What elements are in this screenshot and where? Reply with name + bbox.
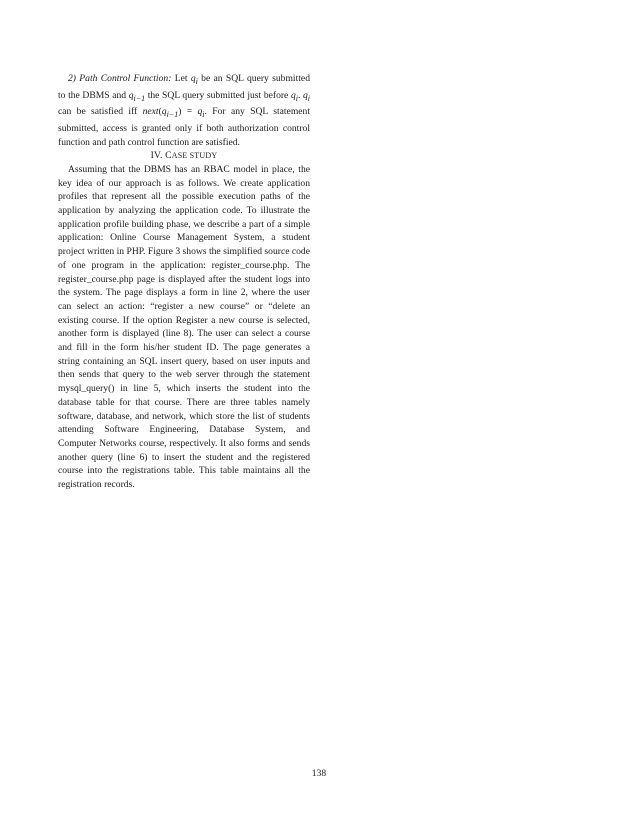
math-var: $q_i$ (302, 89, 311, 103)
subsection-heading: 2) Path Control Function: (68, 73, 172, 84)
text-column (58, 72, 310, 492)
text-run: the SQL query submitted just before (145, 89, 291, 101)
text-run: Let (171, 73, 191, 84)
math-var: $q_{i-1}$ (161, 106, 179, 120)
text-run: . (297, 89, 303, 101)
section-number: IV. (150, 150, 166, 162)
text-run: be an SQL query submitted to the DBMS and (58, 73, 310, 101)
text-run: ( (158, 106, 162, 118)
text-run: can be satisfied iff (58, 106, 143, 118)
section-heading (58, 149, 310, 163)
path-control-paragraph (58, 72, 310, 149)
math-var: $q_i$ (290, 89, 298, 103)
math-var: $q_i$ (190, 73, 198, 86)
section-title-rest: ASE STUDY (171, 151, 218, 161)
text-run: ) = (178, 106, 198, 118)
math-var: $q_{i-1}$ (128, 89, 146, 103)
page-number: 138 (311, 768, 327, 779)
math-func: next (142, 106, 159, 118)
case-study-paragraph: Assuming that the DBMS has an RBAC model in place, the key idea of our approach is as follows. We create application profiles that represent all the possible execution paths of the application by analyzing the application code. To illustrate the application profile building phase, we describe a part of a simple application: Online Course Management System, a student project written in PHP. Figure 3 shows the simplified source code of one program in the application: register_course.php. The register_course.php page is displayed after the student logs into the system. The page displays a form in line 2, where the user can select an action: “register a new course” or “delete an existing course. If the option Register a new course is selected, another form is displayed (line 8). The user can select a course and fill in the form his/her student ID. The page generates a string containing an SQL insert query, based on user inputs and then sends that query to the web server through the statement mysql_query() in line 5, which inserts the student into the database table for that course. There are three tables namely software, database, and network, which store the list of students attending Software Engineering, Database System, and Computer Networks course, respectively. It also forms and sends another query (line 6) to insert the student and the registered course into the registrations table. This table maintains all the registration records. (58, 163, 310, 491)
math-var: $q_i$ (197, 106, 205, 120)
text-run: . For any SQL statement submitted, access is granted only if both authorization control function and path control function are satisfied. (58, 106, 311, 148)
section-title-initial: C (165, 150, 172, 162)
